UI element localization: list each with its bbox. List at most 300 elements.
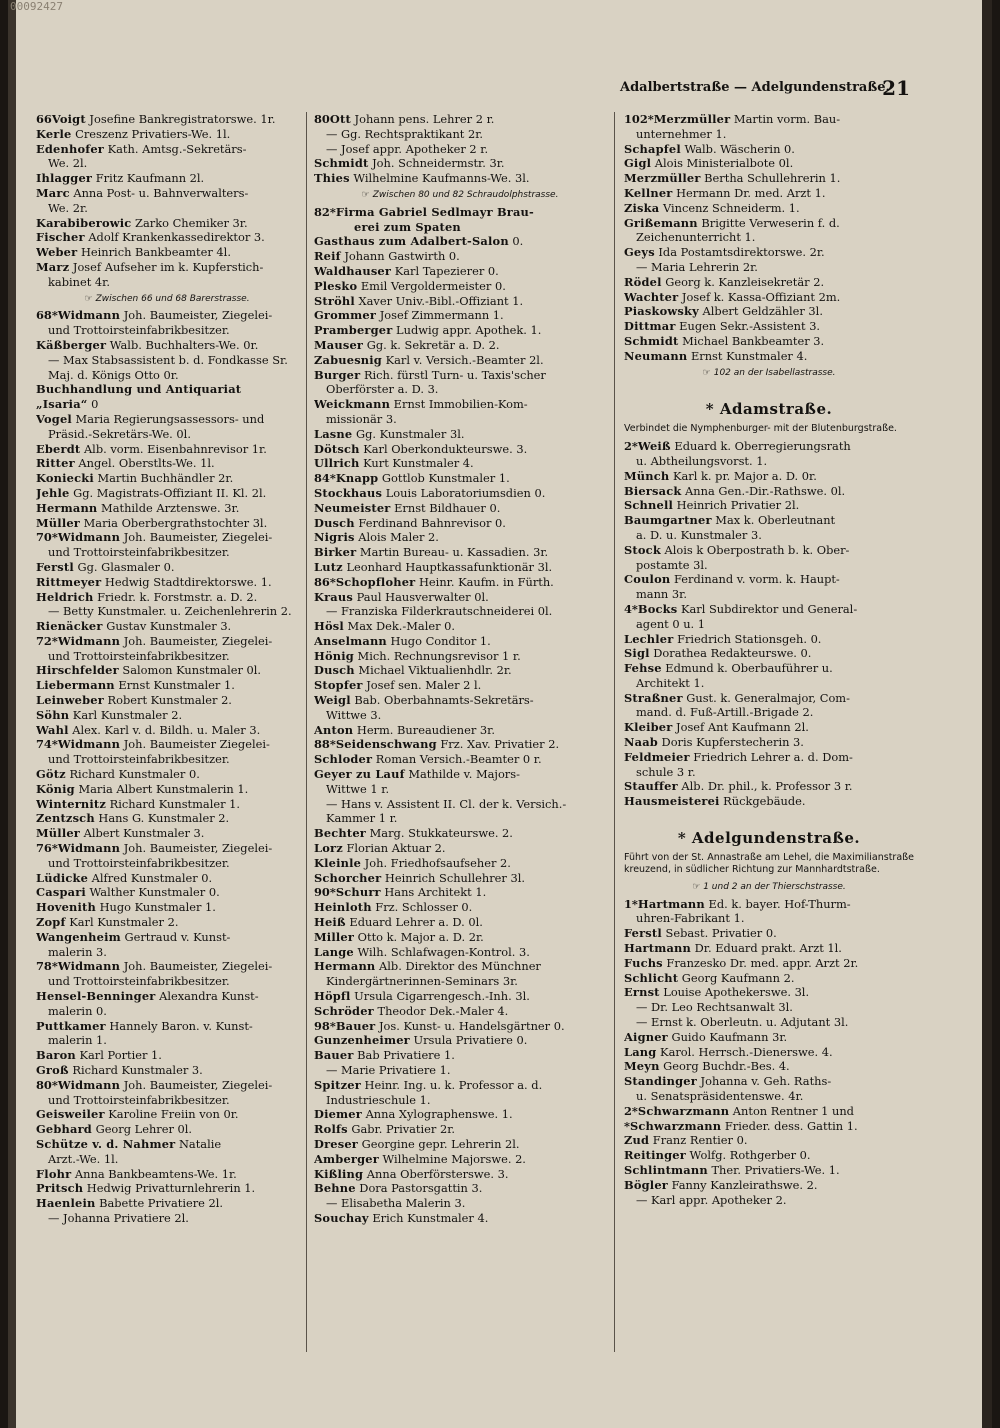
resident-entry bbox=[624, 484, 914, 499]
resident-entry bbox=[314, 1152, 606, 1167]
resident-details: Josef k. Kassa-Offiziant 2m. bbox=[678, 289, 841, 304]
resident-entry bbox=[36, 619, 298, 634]
resident-entry bbox=[314, 486, 606, 501]
resident-entry bbox=[624, 572, 914, 587]
resident-details: Heinrich Privatier 2l. bbox=[673, 498, 800, 513]
resident-surname: Marz bbox=[36, 259, 70, 274]
resident-surname: Pramberger bbox=[314, 323, 393, 338]
resident-surname: Neumeister bbox=[314, 500, 391, 515]
resident-entry bbox=[314, 1033, 606, 1048]
resident-entry bbox=[624, 720, 914, 735]
resident-surname: Anselmann bbox=[314, 633, 387, 648]
resident-details: Anton Rentner 1 und bbox=[729, 1103, 854, 1118]
resident-surname: Ferstl bbox=[624, 926, 662, 941]
house-number: 2* bbox=[624, 1103, 638, 1118]
resident-surname: Biersack bbox=[624, 483, 682, 498]
resident-entry bbox=[36, 501, 298, 516]
resident-surname: Anton bbox=[314, 722, 354, 737]
directory-page bbox=[8, 0, 992, 1428]
entry-continuation: malerin 0. bbox=[48, 1003, 107, 1018]
resident-surname: Rolfs bbox=[314, 1122, 348, 1137]
entry-continuation: und Trottoirsteinfabrikbesitzer. bbox=[48, 752, 230, 767]
entry-continuation: Industrieschule 1. bbox=[326, 1092, 431, 1107]
resident-details: Josefine Bankregistratorswe. 1r. bbox=[85, 112, 276, 126]
page-number: 21 bbox=[882, 76, 910, 100]
resident-entry bbox=[314, 959, 606, 974]
resident-surname: Piaskowsky bbox=[624, 304, 699, 319]
resident-surname: Groß bbox=[36, 1063, 69, 1077]
resident-details: Joh. Baumeister, Ziegelei- bbox=[120, 530, 273, 545]
resident-entry bbox=[314, 1167, 606, 1182]
resident-details: Heinrich Bankbeamter 4l. bbox=[77, 245, 231, 260]
resident-surname: Schorcher bbox=[314, 870, 382, 885]
resident-details: Ida Postamtsdirektorswe. 2r. bbox=[654, 245, 825, 260]
resident-entry bbox=[314, 841, 606, 856]
resident-surname: Kißling bbox=[314, 1166, 364, 1181]
resident-surname: Straßner bbox=[624, 690, 683, 705]
resident-entry bbox=[36, 989, 298, 1004]
resident-entry bbox=[314, 456, 606, 471]
resident-surname: erei zum Spaten bbox=[354, 219, 461, 234]
resident-surname: Gebhard bbox=[36, 1122, 92, 1137]
resident-surname: Marc bbox=[36, 185, 70, 200]
resident-surname: Bauer bbox=[335, 1018, 376, 1033]
resident-entry bbox=[624, 171, 914, 186]
resident-surname: Kleiber bbox=[624, 720, 673, 735]
resident-entry bbox=[314, 930, 606, 945]
resident-surname: Schwarzmann bbox=[629, 1118, 722, 1133]
resident-entry bbox=[624, 1163, 914, 1178]
resident-surname: Meyn bbox=[624, 1059, 660, 1074]
resident-entry bbox=[624, 1030, 914, 1045]
resident-details: Alexandra Kunst- bbox=[155, 989, 259, 1004]
resident-details: Maria Albert Kunstmalerin 1. bbox=[74, 781, 249, 796]
entry-continuation: Maj. d. Königs Otto 0r. bbox=[48, 367, 179, 382]
entry-continuation: We. 2l. bbox=[48, 156, 88, 171]
resident-surname: Haenlein bbox=[36, 1196, 96, 1211]
entry-continuation: — Hans v. Assistent II. Cl. der k. Versich.- bbox=[326, 796, 567, 811]
resident-surname: Merzmüller bbox=[653, 112, 731, 126]
entry-continuation: — Franziska Filderkrautschneiderei 0l. bbox=[326, 604, 553, 619]
resident-entry bbox=[624, 941, 914, 956]
house-number: 78* bbox=[36, 959, 58, 974]
resident-entry bbox=[314, 338, 606, 353]
resident-details: Alois Maler 2. bbox=[354, 530, 439, 545]
resident-entry bbox=[314, 234, 606, 249]
resident-details: Joh. Baumeister, Ziegelei- bbox=[120, 959, 273, 974]
resident-surname: Leinweber bbox=[36, 693, 104, 708]
resident-entry bbox=[314, 885, 606, 900]
entry-continuation: Kammer 1 r. bbox=[326, 811, 398, 826]
resident-entry bbox=[624, 439, 914, 454]
resident-surname: Götz bbox=[36, 767, 66, 782]
entry-continuation: schule 3 r. bbox=[636, 764, 696, 779]
resident-surname: Ihlagger bbox=[36, 171, 93, 186]
pointing-hand-icon: ☞ bbox=[361, 189, 373, 200]
resident-surname: Naab bbox=[624, 735, 658, 750]
resident-entry bbox=[624, 632, 914, 647]
resident-surname: Zopf bbox=[36, 915, 66, 930]
resident-details: Anna Xylographenswe. 1. bbox=[361, 1107, 513, 1122]
resident-surname: Schurr bbox=[335, 885, 381, 900]
entry-continuation: We. 2r. bbox=[48, 200, 88, 215]
resident-surname: Spitzer bbox=[314, 1077, 361, 1092]
resident-entry bbox=[624, 1104, 914, 1119]
resident-details: Wilhelmine Majorswe. 2. bbox=[378, 1151, 526, 1166]
resident-entry bbox=[314, 249, 606, 264]
resident-surname: Müller bbox=[36, 515, 80, 530]
resident-details: Hugo Conditor 1. bbox=[386, 633, 491, 648]
resident-details: Hedwig Privatturnlehrerin 1. bbox=[83, 1181, 256, 1196]
entry-continuation: — Betty Kunstmaler. u. Zeichenlehrerin 2. bbox=[48, 604, 292, 619]
entry-continuation: — Johanna Privatiere 2l. bbox=[48, 1210, 189, 1225]
resident-details: Karol. Herrsch.-Dienerswe. 4. bbox=[656, 1044, 833, 1059]
resident-entry bbox=[314, 856, 606, 871]
resident-surname: Weickmann bbox=[314, 397, 391, 412]
resident-entry bbox=[314, 516, 606, 531]
resident-surname: Caspari bbox=[36, 885, 86, 900]
resident-details: Gg. k. Sekretär a. D. 2. bbox=[363, 337, 500, 352]
resident-entry bbox=[36, 782, 298, 797]
resident-details: Dora Pastorsgattin 3. bbox=[355, 1181, 483, 1196]
resident-details: Anna Gen.-Dir.-Rathswe. 0l. bbox=[681, 483, 846, 498]
resident-surname: Aigner bbox=[624, 1029, 668, 1044]
resident-surname: Winternitz bbox=[36, 796, 107, 811]
resident-entry bbox=[624, 349, 914, 364]
cross-street-note: ☞ Zwischen 66 und 68 Barerstrasse. bbox=[84, 293, 250, 304]
resident-surname: Merzmüller bbox=[624, 171, 701, 186]
resident-surname: Widmann bbox=[57, 633, 121, 648]
resident-surname: Lutz bbox=[314, 559, 343, 574]
resident-surname: Mauser bbox=[314, 337, 364, 352]
resident-surname: Baumgartner bbox=[624, 513, 712, 528]
resident-entry bbox=[624, 779, 914, 794]
entry-continuation: und Trottoirsteinfabrikbesitzer. bbox=[48, 974, 230, 989]
resident-surname: Hirschfelder bbox=[36, 663, 119, 678]
resident-entry bbox=[36, 841, 298, 856]
resident-details: Richard Kunstmaler 1. bbox=[106, 796, 241, 811]
resident-entry bbox=[314, 501, 606, 516]
resident-details: Fritz Kaufmann 2l. bbox=[92, 171, 205, 186]
resident-entry bbox=[314, 397, 606, 412]
resident-entry bbox=[314, 205, 606, 220]
resident-entry bbox=[36, 678, 298, 693]
resident-details: Guido Kaufmann 3r. bbox=[667, 1029, 788, 1044]
resident-details: Kurt Kunstmaler 4. bbox=[359, 456, 474, 471]
resident-details: Erich Kunstmaler 4. bbox=[368, 1210, 489, 1225]
resident-entry bbox=[314, 1137, 606, 1152]
entry-continuation: postamte 3l. bbox=[636, 557, 708, 572]
resident-entry bbox=[624, 1074, 914, 1089]
resident-entry bbox=[36, 1019, 298, 1034]
column-divider bbox=[614, 112, 615, 1352]
resident-entry bbox=[36, 471, 298, 486]
resident-surname: Lüdicke bbox=[36, 870, 89, 885]
resident-surname: Lorz bbox=[314, 841, 343, 856]
entry-continuation: Wittwe 1 r. bbox=[326, 781, 390, 796]
resident-entry bbox=[36, 530, 298, 545]
resident-surname: Hermann bbox=[314, 959, 376, 974]
resident-details: Ernst Bildhauer 0. bbox=[390, 500, 501, 515]
entry-continuation: Kindergärtnerinnen-Seminars 3r. bbox=[326, 974, 518, 989]
resident-entry bbox=[36, 885, 298, 900]
resident-details: Mathilde Arztenswe. 3r. bbox=[97, 500, 240, 515]
resident-surname: Zabuesnig bbox=[314, 352, 382, 367]
resident-details: Gabr. Privatier 2r. bbox=[347, 1122, 456, 1137]
column-1 bbox=[36, 112, 298, 1226]
resident-entry bbox=[314, 619, 606, 634]
resident-entry bbox=[624, 498, 914, 513]
resident-entry bbox=[36, 723, 298, 738]
resident-entry bbox=[36, 486, 298, 501]
resident-surname: Kellner bbox=[624, 185, 673, 200]
resident-details: Maria Oberbergrathstochter 3l. bbox=[80, 515, 268, 530]
resident-entry bbox=[36, 1167, 298, 1182]
resident-surname: Bocks bbox=[637, 601, 678, 616]
resident-entry bbox=[36, 560, 298, 575]
resident-details: Frz. Schlosser 0. bbox=[371, 900, 473, 915]
resident-entry bbox=[624, 216, 914, 231]
resident-details: Albert Geldzähler 3l. bbox=[698, 304, 823, 319]
resident-details: Joh. Friedhofsaufseher 2. bbox=[361, 855, 511, 870]
resident-surname: Schröder bbox=[314, 1003, 374, 1018]
resident-details: Mich. Rechnungsrevisor 1 r. bbox=[353, 648, 521, 663]
resident-surname: Vogel bbox=[36, 411, 72, 426]
resident-details: Josef Ant Kaufmann 2l. bbox=[672, 720, 809, 735]
resident-details: Herm. Bureaudiener 3r. bbox=[353, 722, 495, 737]
entry-continuation: und Trottoirsteinfabrikbesitzer. bbox=[48, 323, 230, 338]
resident-entry bbox=[36, 663, 298, 678]
entry-continuation: unternehmer 1. bbox=[636, 126, 727, 141]
resident-details: Georg Kaufmann 2. bbox=[678, 970, 795, 985]
house-number: 98* bbox=[314, 1018, 336, 1033]
resident-entry bbox=[624, 543, 914, 558]
entry-continuation: — Elisabetha Malerin 3. bbox=[326, 1196, 466, 1211]
resident-details: Georg Lehrer 0l. bbox=[91, 1122, 193, 1137]
resident-entry bbox=[36, 142, 298, 157]
resident-entry bbox=[314, 826, 606, 841]
resident-surname: Baron bbox=[36, 1048, 76, 1063]
resident-entry bbox=[624, 750, 914, 765]
resident-details: Fanny Kanzleirathswe. 2. bbox=[667, 1177, 818, 1192]
house-number: 90* bbox=[314, 885, 336, 900]
resident-entry bbox=[314, 1107, 606, 1122]
resident-details: Josef sen. Maler 2 l. bbox=[362, 678, 482, 693]
resident-surname: Fuchs bbox=[624, 955, 663, 970]
resident-entry bbox=[314, 308, 606, 323]
resident-details: Karl Kunstmaler 2. bbox=[69, 707, 183, 722]
pointing-hand-icon: ☞ bbox=[84, 293, 96, 304]
entry-continuation: — Karl appr. Apotheker 2. bbox=[636, 1192, 787, 1207]
resident-entry bbox=[314, 1048, 606, 1063]
resident-details: Friedrich Lehrer a. d. Dom- bbox=[689, 749, 853, 764]
resident-entry bbox=[36, 230, 298, 245]
resident-surname: Zentzsch bbox=[36, 811, 95, 826]
entry-continuation: Oberförster a. D. 3. bbox=[326, 382, 439, 397]
resident-details: Creszenz Privatiers-We. 1l. bbox=[71, 126, 231, 141]
resident-details: Gertraud v. Kunst- bbox=[120, 929, 231, 944]
entry-continuation: kabinet 4r. bbox=[48, 274, 110, 289]
resident-entry bbox=[314, 693, 606, 708]
resident-surname: Kleinle bbox=[314, 855, 362, 870]
house-number: 1* bbox=[624, 896, 638, 911]
resident-entry bbox=[624, 469, 914, 484]
resident-entry bbox=[314, 427, 606, 442]
resident-entry bbox=[624, 646, 914, 661]
resident-details: Alfred Kunstmaler 0. bbox=[88, 870, 213, 885]
resident-entry bbox=[314, 649, 606, 664]
resident-details: Joh. Baumeister, Ziegelei- bbox=[120, 1077, 273, 1092]
resident-surname: Stopfer bbox=[314, 678, 363, 693]
resident-surname: Reif bbox=[314, 249, 341, 264]
resident-entry bbox=[314, 723, 606, 738]
resident-surname: Dusch bbox=[314, 663, 355, 678]
house-number: 70* bbox=[36, 530, 58, 545]
resident-entry bbox=[624, 513, 914, 528]
resident-surname: Plesko bbox=[314, 278, 358, 293]
resident-surname: Behne bbox=[314, 1181, 356, 1196]
resident-entry bbox=[624, 142, 914, 157]
entry-continuation: uhren-Fabrikant 1. bbox=[636, 911, 745, 926]
resident-details: Ther. Privatiers-We. 1. bbox=[707, 1163, 840, 1177]
entry-continuation: mand. d. Fuß-Artill.-Brigade 2. bbox=[636, 705, 814, 720]
house-number: 66 bbox=[36, 112, 52, 126]
resident-entry bbox=[314, 353, 606, 368]
resident-entry bbox=[36, 900, 298, 915]
resident-details: Gottlob Kunstmaler 1. bbox=[378, 471, 510, 486]
house-number: 74* bbox=[36, 737, 58, 752]
resident-details: Walb. Buchhalters-We. 0r. bbox=[106, 337, 259, 352]
house-number: 84* bbox=[314, 471, 336, 486]
resident-entry bbox=[624, 735, 914, 750]
resident-details: Wilhelmine Kaufmanns-We. 3l. bbox=[349, 171, 530, 186]
resident-details: Martin vorm. Bau- bbox=[730, 112, 841, 126]
resident-details: Karl Tapezierer 0. bbox=[391, 263, 499, 278]
resident-details: Brigitte Verweserin f. d. bbox=[697, 215, 840, 230]
house-number: 80 bbox=[314, 112, 330, 126]
resident-surname: Eberdt bbox=[36, 441, 81, 456]
resident-surname: Münch bbox=[624, 468, 670, 483]
resident-entry bbox=[314, 1004, 606, 1019]
entry-continuation: a. D. u. Kunstmaler 3. bbox=[636, 527, 762, 542]
column-3-adelgundenstrasse bbox=[624, 897, 914, 1208]
resident-details: Anna Bankbeamtens-We. 1r. bbox=[71, 1166, 237, 1181]
resident-details: Hugo Kunstmaler 1. bbox=[95, 900, 216, 915]
entry-continuation: und Trottoirsteinfabrikbesitzer. bbox=[48, 545, 230, 560]
resident-details: Leonhard Hauptkassafunktionär 3l. bbox=[342, 559, 553, 574]
house-number: 86* bbox=[314, 574, 336, 589]
resident-details: Babette Privatiere 2l. bbox=[95, 1196, 224, 1211]
resident-details: Maria Regierungsassessors- und bbox=[71, 411, 265, 426]
resident-details: Johann pens. Lehrer 2 r. bbox=[350, 112, 495, 126]
resident-surname: Grommer bbox=[314, 308, 377, 323]
resident-surname: Hösl bbox=[314, 619, 344, 634]
resident-entry bbox=[36, 767, 298, 782]
column-3 bbox=[624, 112, 914, 1207]
resident-details: Roman Versich.-Beamter 0 r. bbox=[372, 752, 542, 767]
resident-entry bbox=[624, 186, 914, 201]
running-header bbox=[620, 76, 910, 100]
resident-surname: Kerle bbox=[36, 126, 72, 141]
resident-details: Alex. Karl v. d. Bildh. u. Maler 3. bbox=[68, 722, 261, 737]
resident-details: Bab. Oberbahnamts-Sekretärs- bbox=[350, 693, 534, 708]
column-2 bbox=[314, 112, 606, 1226]
resident-surname: Schmidt bbox=[314, 156, 369, 171]
resident-details: Mathilde v. Majors- bbox=[404, 767, 520, 782]
entry-continuation: und Trottoirsteinfabrikbesitzer. bbox=[48, 648, 230, 663]
resident-entry bbox=[36, 112, 298, 127]
entry-continuation: malerin 3. bbox=[48, 944, 107, 959]
entry-continuation: agent 0 u. 1 bbox=[636, 616, 706, 631]
resident-details: Walb. Wäscherin 0. bbox=[680, 141, 795, 156]
resident-surname: Lasne bbox=[314, 426, 353, 441]
resident-surname: Hensel-Benninger bbox=[36, 989, 156, 1004]
resident-details: Florian Aktuar 2. bbox=[342, 841, 446, 856]
resident-surname: Geyer zu Lauf bbox=[314, 767, 405, 782]
resident-details: Hans G. Kunstmaler 2. bbox=[94, 811, 230, 826]
resident-surname: Heldrich bbox=[36, 589, 94, 604]
resident-details: Ferdinand v. vorm. k. Haupt- bbox=[670, 572, 840, 587]
resident-details: Johann Gastwirth 0. bbox=[340, 249, 460, 264]
resident-entry bbox=[314, 1019, 606, 1034]
resident-entry bbox=[36, 338, 298, 353]
resident-details: Louise Apothekerswe. 3l. bbox=[659, 985, 810, 1000]
house-number: 80* bbox=[36, 1077, 58, 1092]
entry-continuation: und Trottoirsteinfabrikbesitzer. bbox=[48, 855, 230, 870]
resident-details: Kath. Amtsg.-Sekretärs- bbox=[104, 141, 247, 156]
entry-continuation: u. Abtheilungsvorst. 1. bbox=[636, 453, 768, 468]
column-3-adalbertstrasse bbox=[624, 112, 914, 380]
resident-details: Adolf Krankenkassedirektor 3. bbox=[84, 230, 265, 245]
resident-surname: Schmidt bbox=[624, 333, 679, 348]
resident-entry bbox=[36, 1122, 298, 1137]
resident-details: Louis Laboratoriumsdien 0. bbox=[382, 485, 546, 500]
resident-surname: Geys bbox=[624, 245, 655, 260]
resident-surname: Bögler bbox=[624, 1177, 668, 1192]
resident-surname: Gunzenheimer bbox=[314, 1033, 410, 1048]
book-gutter-left bbox=[8, 0, 16, 1428]
resident-entry bbox=[624, 602, 914, 617]
resident-details: Vincenz Schneiderm. 1. bbox=[659, 200, 800, 215]
resident-surname: Schwarzmann bbox=[637, 1103, 730, 1118]
resident-entry bbox=[36, 216, 298, 231]
resident-details: Hedwig Stadtdirektorswe. 1. bbox=[101, 574, 272, 589]
resident-details: Richard Kunstmaler 3. bbox=[68, 1063, 203, 1077]
resident-details: Natalie bbox=[175, 1136, 222, 1151]
column-divider bbox=[306, 112, 307, 1352]
resident-surname: Wachter bbox=[624, 289, 679, 304]
resident-details: 0. bbox=[508, 234, 524, 249]
resident-surname: Pritsch bbox=[36, 1181, 84, 1196]
resident-entry bbox=[314, 323, 606, 338]
resident-entry bbox=[36, 456, 298, 471]
resident-surname: Souchay bbox=[314, 1210, 369, 1225]
cross-street-note: ☞ Zwischen 80 und 82 Schraudolphstrasse. bbox=[361, 189, 559, 200]
resident-surname: Heinloth bbox=[314, 900, 372, 915]
house-number: 4* bbox=[624, 601, 638, 616]
resident-surname: Lechler bbox=[624, 631, 674, 646]
resident-surname: Kraus bbox=[314, 589, 353, 604]
resident-details: Franz Rentier 0. bbox=[649, 1133, 748, 1148]
resident-details: Frz. Xav. Privatier 2. bbox=[436, 737, 560, 752]
resident-surname: Hartmann bbox=[624, 941, 692, 956]
resident-details: Bertha Schullehrerin 1. bbox=[700, 171, 841, 186]
resident-surname: Lange bbox=[314, 944, 354, 959]
house-number: 82* bbox=[314, 204, 336, 219]
resident-surname: Waldhauser bbox=[314, 263, 392, 278]
resident-entry bbox=[624, 1045, 914, 1060]
resident-details: Michael Bankbeamter 3. bbox=[678, 333, 825, 348]
